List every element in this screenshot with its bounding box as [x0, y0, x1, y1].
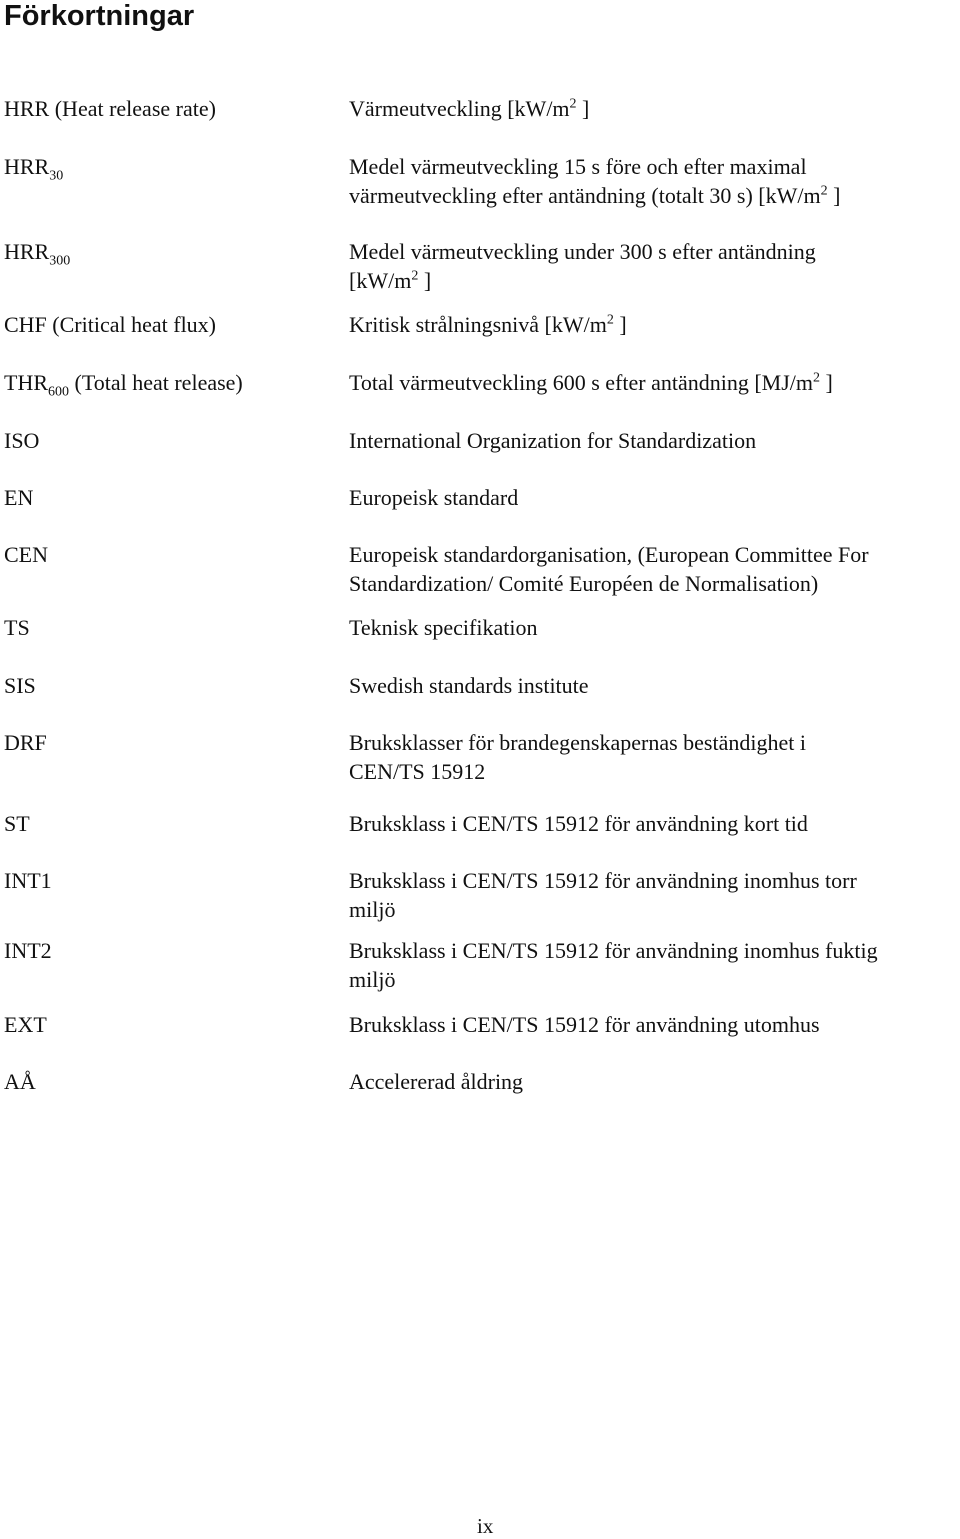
abbr-chf: CHF (Critical heat flux)	[4, 312, 217, 337]
page-title: Förkortningar	[4, 0, 195, 32]
abbr-hrr300: $HRR_{300}$	[4, 239, 71, 269]
def-en: Europeisk standard	[349, 485, 519, 510]
def-int1: Bruksklass i CEN/TS 15912 för användning inomhus torr	[349, 868, 857, 893]
abbr-thr600: $THR_{600}$ (Total heat release)	[4, 370, 243, 400]
page-number: ix	[477, 1514, 494, 1538]
def-sis: Swedish standards institute	[349, 673, 589, 698]
def-int2-line2: miljö	[349, 967, 396, 992]
def-hrr30: Medel värmeutveckling 15 s före och efter maximal	[349, 154, 807, 179]
abbr-sis: SIS	[4, 673, 36, 698]
abbr-hrr: HRR (Heat release rate)	[4, 96, 216, 121]
def-st: Bruksklass i CEN/TS 15912 för användning kort tid	[349, 811, 808, 836]
def-hrr300: Medel värmeutveckling under 300 s efter antändning	[349, 239, 816, 264]
def-hrr300-line2: [$kW/m^2$ ]	[349, 268, 432, 293]
def-iso: International Organization for Standardization	[349, 428, 757, 453]
abbr-aa: AÅ	[4, 1069, 36, 1094]
def-hrr: Värmeutveckling [$kW/m^2$ ]	[349, 96, 590, 121]
abbr-int1: INT1	[4, 868, 52, 893]
abbr-en: EN	[4, 485, 34, 510]
abbr-st: ST	[4, 811, 30, 836]
abbr-ext: EXT	[4, 1012, 47, 1037]
def-cen-line2: Standardization/ Comité Européen de Normalisation)	[349, 571, 819, 596]
abbr-cen: CEN	[4, 542, 48, 567]
def-ts: Teknisk specifikation	[349, 615, 538, 640]
def-int1-line2: miljö	[349, 897, 396, 922]
def-cen: Europeisk standardorganisation, (European Committee For	[349, 542, 869, 567]
def-drf-line2: CEN/TS 15912	[349, 759, 486, 784]
def-thr600: Total värmeutveckling 600 s efter antändning [$MJ/m^2$ ]	[349, 370, 833, 395]
abbr-drf: DRF	[4, 730, 47, 755]
def-ext: Bruksklass i CEN/TS 15912 för användning utomhus	[349, 1012, 820, 1037]
def-hrr30-line2: värmeutveckling efter antändning (totalt 30 s) [$kW/m^2$ ]	[349, 183, 841, 208]
def-chf: Kritisk strålningsnivå [$kW/m^2$ ]	[349, 312, 627, 337]
abbr-iso: ISO	[4, 428, 40, 453]
abbr-hrr30: $HRR_{30}$	[4, 154, 64, 184]
abbr-ts: TS	[4, 615, 30, 640]
def-int2: Bruksklass i CEN/TS 15912 för användning inomhus fuktig	[349, 938, 878, 963]
def-aa: Accelererad åldring	[349, 1069, 524, 1094]
def-drf: Bruksklasser för brandegenskapernas beständighet i	[349, 730, 806, 755]
abbr-int2: INT2	[4, 938, 52, 963]
